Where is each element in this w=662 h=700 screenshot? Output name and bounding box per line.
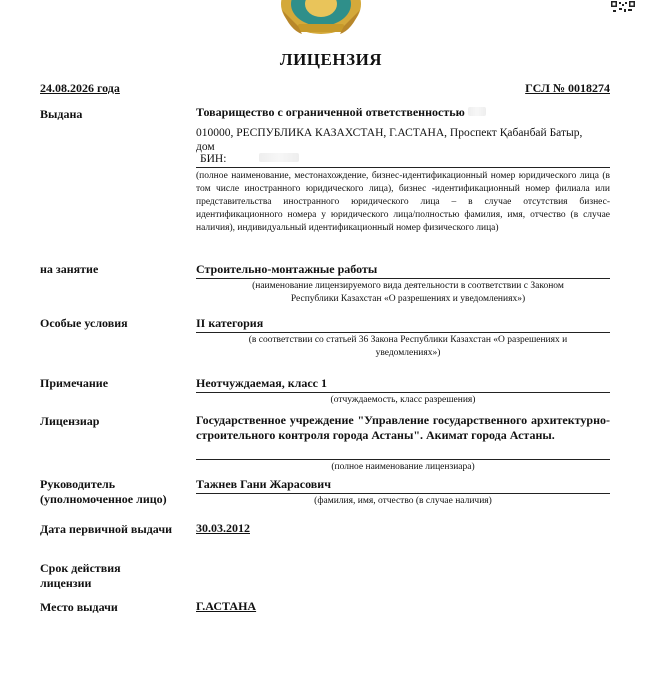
issued-to-address [196,126,610,154]
head-underline [196,493,610,494]
head-label-line-2: (уполномоченное лицо) [40,492,167,506]
special-underline [196,332,610,333]
issued-to-name-text: Товарищество с ограниченной ответственностью [196,105,465,119]
document-title: ЛИЦЕНЗИЯ [279,50,383,69]
remark-note: (отчуждаемость, класс разрешения) [330,395,476,405]
head-note: (фамилия, имя, отчество (в случае наличия) [314,496,492,506]
special-value: II категория [196,316,264,330]
activity-underline [196,278,610,279]
remark-value: Неотчуждаемая, класс 1 [196,376,327,390]
licensor-label: Лицензиар [40,414,100,428]
validity-label-line-2: лицензии [40,576,92,590]
special-label: Особые условия [40,316,128,330]
first-issue-label: Дата первичной выдачи [40,522,173,536]
head-value: Тажнев Гани Жарасович [196,477,331,491]
issued-to-note: (полное наименование, местонахождение, бизнес-идентификационный номер юридического лица (в том числе иностранного юридического лица), бизнес -идентификационный номер филиала или представительства иностранного юридического лица – в случае отсутствия бизнес-идентификационного номера у юридического лица/полностью фамилия, имя, отчество (в случае наличия), индивидуальный идентификационный номер физического лица) [196,171,610,233]
special-note: (в соответствии со статьей 36 Закона Республики Казахстан «О разрешениях и уведомлениях») [248,335,568,358]
issued-to-label: Выдана [40,107,83,121]
license-number: ГСЛ № 0018274 [525,81,610,95]
bin-label: БИН: [200,153,227,165]
head-label [40,477,167,507]
redacted-bin [259,153,299,162]
licensor-value: Государственное учреждение "Управление государственного архитектурно-строительного контроля города Астаны". Акимат города Астаны. [196,413,610,442]
licensor-note: (полное наименование лицензиара) [331,462,475,472]
remark-label: Примечание [40,376,109,390]
place-value: Г.АСТАНА [196,599,257,613]
issued-to-underline [196,167,610,168]
redacted-name [468,107,486,116]
address-line-2: дом [196,141,215,153]
bin-row [200,153,299,165]
issue-date: 24.08.2026 года [40,81,120,95]
licensor-underline [196,459,610,460]
head-label-line-1: Руководитель [40,477,116,491]
state-emblem [276,0,366,36]
remark-underline [196,392,610,393]
validity-label-line-1: Срок действия [40,561,121,575]
activity-label: на занятие [40,262,99,276]
place-label: Место выдачи [40,600,118,614]
qr-code [611,0,635,12]
issued-to-name [196,105,486,120]
validity-label [40,561,121,591]
address-line-1: 010000, РЕСПУБЛИКА КАЗАХСТАН, Г.АСТАНА, Проспект Қабанбай Батыр, [196,127,583,139]
first-issue-value: 30.03.2012 [196,521,250,535]
activity-note: (наименование лицензируемого вида деятельности в соответствии с Законом Республики Казахстан «О разрешениях и уведомлениях») [252,281,564,304]
activity-value: Строительно-монтажные работы [196,262,378,276]
